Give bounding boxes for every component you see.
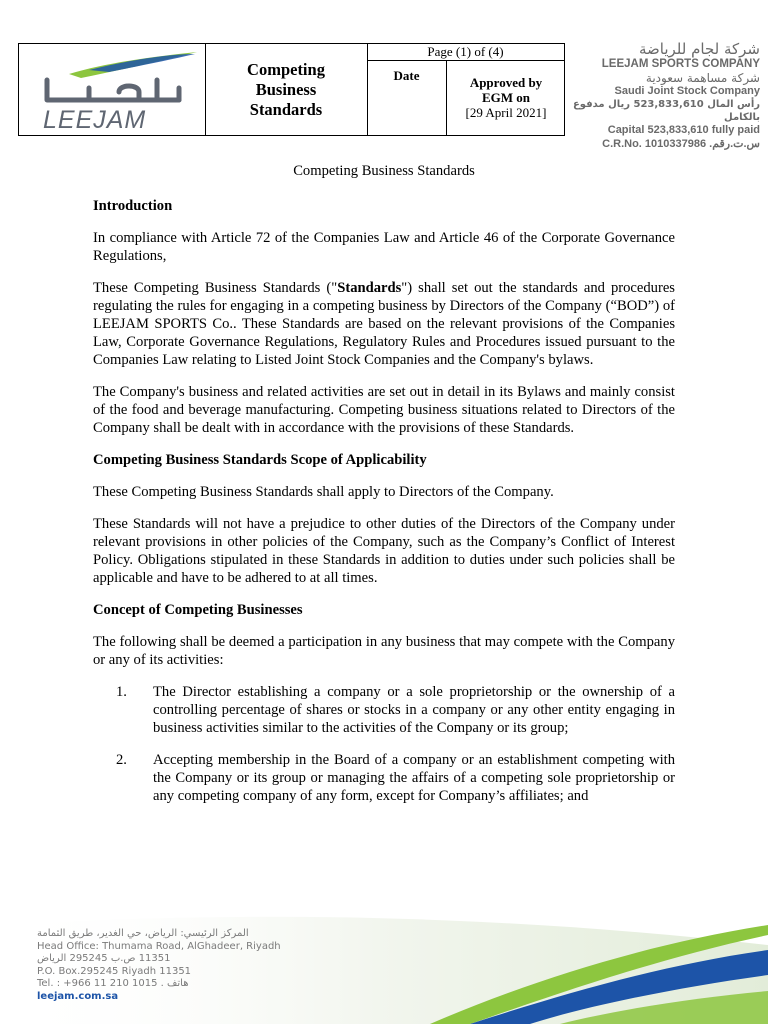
paragraph: The Company's business and related activities are set out in detail in its Bylaws and mainly consist of the food and beverage manufacturing. Competing business situations related to Directors of the Company shall be dealt with in accordance with the provisions of these Standards. <box>93 384 675 436</box>
text-run: ") shall set out the standards and procedures regulating the rules for engaging in a competing business by Directors of the Company (“BOD”) of LEEJAM SPORTS Co.. These Standards are based on the relevant provisions of the Companies Law, Corporate Governance Regulations, Regulatory Rules and Procedures issued pursuant to the Companies Law relating to Listed Joint Stock Companies and the Company's bylaws. <box>93 280 675 368</box>
footer-contact <box>37 928 337 1003</box>
commercial-registration: C.R.No. 1010337986 .س.ت.رقم <box>602 137 760 150</box>
section-heading-introduction: Introduction <box>93 198 173 214</box>
paragraph <box>93 279 675 369</box>
approval-cell <box>448 61 564 135</box>
paragraph: The following shall be deemed a participation in any business that may compete with the Company or any of its activities: <box>93 634 675 668</box>
logo-cell <box>19 44 206 135</box>
company-name-english: LEEJAM SPORTS COMPANY <box>601 58 760 70</box>
address-arabic: المركز الرئيسي: الرياض، حي الغدير، طريق الثمامة <box>37 928 249 939</box>
list-number: 1. <box>116 684 127 700</box>
po-box-english: P.O. Box.295245 Riyadh 11351 <box>37 965 192 977</box>
approved-date: [29 April 2021] <box>465 105 547 120</box>
capital-arabic: رأس المال 523,833,610 ريال مدفوع بالكامل <box>572 99 760 123</box>
document-title: Competing Business Standards <box>293 163 475 179</box>
text-run: These Competing Business Standards (" <box>93 280 338 296</box>
company-name-arabic: شركة لجام للرياضة <box>638 40 760 58</box>
page-number: Page (1) of (4) <box>367 44 564 61</box>
section-heading-concept: Concept of Competing Businesses <box>93 602 303 618</box>
logo-latin-text: LEEJAM <box>43 106 147 132</box>
list-number: 2. <box>116 752 127 768</box>
document-header-table <box>18 43 565 136</box>
date-label: Date <box>367 61 447 135</box>
po-box-arabic: 11351 ص.ب 295245 الرياض <box>37 953 171 964</box>
address-english: Head Office: Thumama Road, AlGhadeer, Riyadh <box>37 940 281 952</box>
section-heading-scope: Competing Business Standards Scope of Applicability <box>93 452 427 468</box>
company-info <box>570 41 760 151</box>
header-title: Competing Business Standards <box>247 59 325 119</box>
telephone: Tel. : +966 11 210 1015 . هاتف <box>37 978 189 989</box>
approved-line-2: EGM on <box>481 90 531 105</box>
approved-line-1: Approved by <box>469 75 543 90</box>
list-item-text: Accepting membership in the Board of a company or an establishment competing with the Company or its group or managing the affairs of a competing sole proprietorship or any competing company of any form, except for Company’s affiliates; and <box>153 752 675 804</box>
list-item-text: The Director establishing a company or a sole proprietorship or the ownership of a controlling percentage of shares or stocks in a company or any other entity engaging in business activities similar to the activities of the Company or its group; <box>153 684 675 736</box>
numbered-list <box>93 683 675 805</box>
company-type-arabic: شركة مساهمة سعودية <box>645 70 760 85</box>
list-item <box>93 683 675 737</box>
document-title-cell <box>205 44 368 135</box>
website-link[interactable]: leejam.com.sa <box>37 990 119 1002</box>
paragraph: These Standards will not have a prejudice to other duties of the Directors of the Company under relevant provisions in other policies of the Company, such as the Company’s Conflict of Interest Policy. Obligations stipulated in these Standards in addition to duties under such policies shall be applicable and have to be adhered to at all times. <box>93 516 675 586</box>
document-body <box>93 162 675 819</box>
paragraph: These Competing Business Standards shall apply to Directors of the Company. <box>93 484 554 500</box>
company-type-english: Saudi Joint Stock Company <box>614 84 760 97</box>
list-item <box>93 751 675 805</box>
leejam-logo <box>29 48 197 132</box>
paragraph: In compliance with Article 72 of the Companies Law and Article 46 of the Corporate Governance Regulations, <box>93 230 675 264</box>
capital-english: Capital 523,833,610 fully paid <box>607 124 760 136</box>
defined-term: Standards <box>337 280 402 296</box>
